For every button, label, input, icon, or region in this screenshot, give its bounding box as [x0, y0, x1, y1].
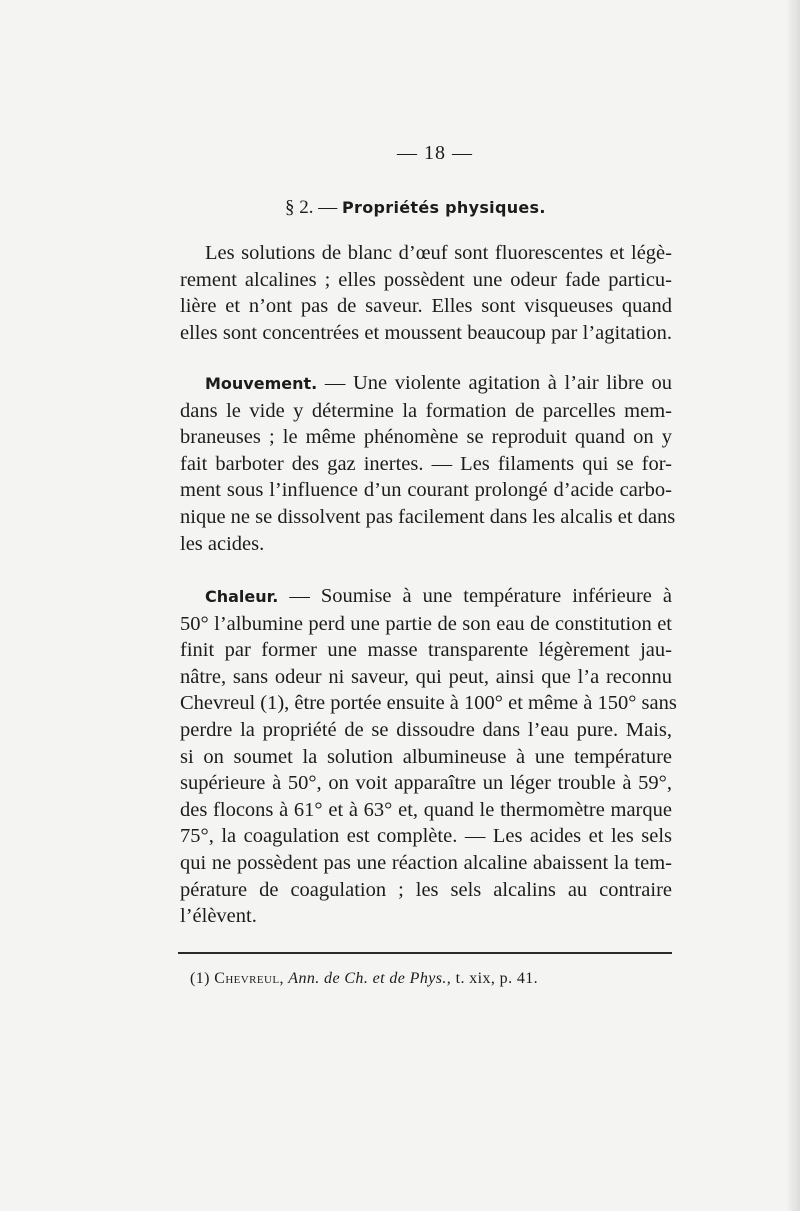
text-line: 50° l’albumine perd une partie de son eau de constitution et [180, 612, 672, 635]
run-in-heading-chaleur: Chaleur. [205, 587, 279, 606]
page-edge-shadow [786, 0, 800, 1211]
text-line: fait barboter des gaz inertes. — Les filaments qui se for- [180, 452, 672, 475]
run-in-heading-mouvement: Mouvement. [205, 374, 318, 393]
paragraph-intro [180, 240, 672, 346]
text-line: perdre la propriété de se dissoudre dans l’eau pure. Mais, [180, 718, 672, 741]
text-line-continuation: — Une violente agitation à l’air libre ou [324, 372, 673, 394]
text-line: elles sont concentrées et moussent beaucoup par l’agitation. [180, 321, 672, 344]
text-line: 75°, la coagulation est complète. — Les acides et les sels [180, 825, 672, 848]
text-line: si on soumet la solution albumineuse à une température [180, 745, 672, 768]
footnote-author: Chevreul, [214, 970, 284, 987]
text-line: ment sous l’influence d’un courant prolongé d’acide carbo- [180, 479, 672, 502]
footnote-separator [178, 952, 672, 954]
section-prefix: § 2. — [285, 197, 338, 218]
text-line: lière et n’ont pas de saveur. Elles sont visqueuses quand [180, 295, 672, 318]
text-line: dans le vide y détermine la formation de parcelles mem- [180, 399, 672, 422]
text-line: nâtre, sans odeur ni saveur, qui peut, ainsi que l’a reconnu [180, 665, 672, 688]
footnote-journal: Ann. de Ch. et de Phys., [288, 970, 452, 987]
text-line: rement alcalines ; elles possèdent une odeur fade particu- [180, 268, 672, 291]
paragraph-mouvement [180, 370, 676, 557]
text-line: braneuses ; le même phénomène se reproduit quand on y [180, 426, 672, 449]
footnote [190, 970, 538, 988]
text-line: Chevreul (1), être portée ensuite à 100° et même à 150° sans [180, 692, 677, 715]
text-line: les acides. [180, 532, 265, 555]
text-line: Les solutions de blanc d’œuf sont fluorescentes et légè- [205, 242, 672, 264]
page-number: — 18 — [397, 142, 473, 164]
text-line: des flocons à 61° et à 63° et, quand le thermomètre marque [180, 798, 672, 821]
section-heading [285, 197, 546, 219]
text-line: nique ne se dissolvent pas facilement dans les alcalis et dans [180, 505, 676, 528]
paragraph-chaleur [180, 583, 677, 930]
text-line: finit par former une masse transparente légèrement jau- [180, 639, 672, 662]
text-line: qui ne possèdent pas une réaction alcaline abaissent la tem- [180, 851, 672, 874]
section-title: Propriétés physiques. [342, 198, 546, 217]
text-line-first [180, 370, 672, 398]
footnote-reference: t. xix, p. 41. [455, 970, 539, 987]
text-line-first [180, 583, 672, 611]
text-line: l’élèvent. [180, 905, 257, 928]
text-line: pérature de coagulation ; les sels alcalins au contraire [180, 878, 672, 901]
footnote-marker: (1) [190, 970, 210, 987]
text-line: supérieure à 50°, on voit apparaître un léger trouble à 59°, [180, 772, 672, 795]
text-line-continuation: — Soumise à une température inférieure à [289, 585, 673, 607]
